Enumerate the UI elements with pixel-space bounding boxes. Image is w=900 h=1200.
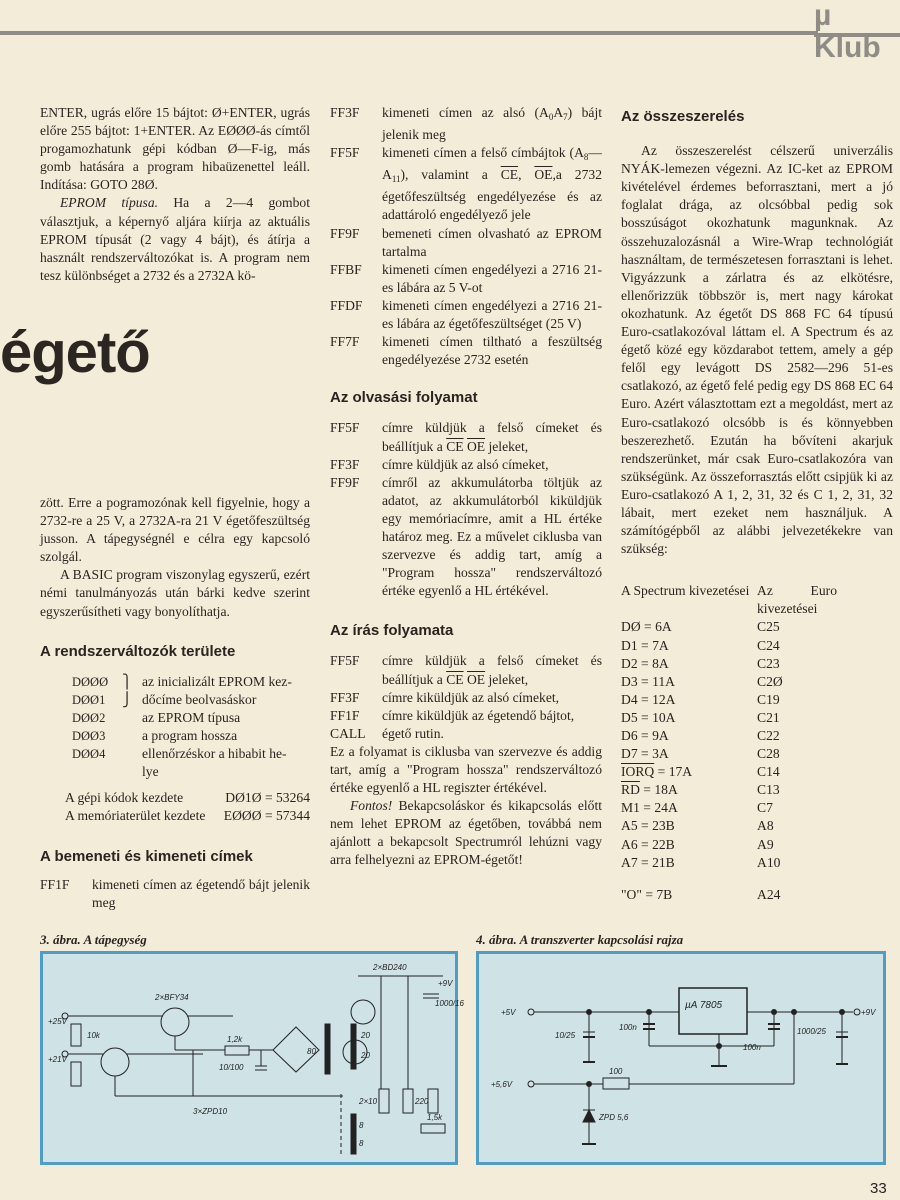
- pin-rows: [621, 618, 893, 871]
- list-item: [40, 876, 310, 912]
- term: FF5F: [330, 145, 360, 161]
- label: 2×BFY34: [155, 993, 189, 1002]
- euro-pin: C23: [757, 655, 780, 671]
- label: 1000/16: [435, 999, 464, 1008]
- term: CALL: [330, 725, 366, 741]
- description: az EPROM típusa: [142, 709, 241, 725]
- euro-pin: C24: [757, 637, 780, 653]
- euro-pin: A9: [757, 836, 774, 852]
- list-item: [330, 474, 602, 601]
- table-row: [621, 781, 893, 799]
- spectrum-pin: D7 = 3A: [621, 746, 669, 762]
- label: +5,6V: [491, 1080, 513, 1089]
- label: 100n: [743, 1043, 761, 1052]
- label: 100n: [619, 1023, 637, 1032]
- term: FF5F: [330, 420, 360, 436]
- definition: kimeneti címen tiltható a feszültség engedélyezése 2732 esetén: [382, 334, 602, 368]
- table-row: [621, 886, 893, 904]
- euro-pin: C25: [757, 619, 780, 635]
- label: µA 7805: [685, 1000, 723, 1011]
- spectrum-pin: D2 = 8A: [621, 655, 669, 671]
- io-list: [330, 104, 602, 369]
- spectrum-pin: D3 = 11A: [621, 673, 675, 689]
- list-item: [330, 225, 602, 261]
- definition: kimeneti címen engedélyezi a 2716 21-es lábára az 5 V-ot: [382, 261, 602, 295]
- table-row: [621, 691, 893, 709]
- euro-pin: C13: [757, 782, 780, 798]
- italic-lead: Fontos!: [350, 798, 393, 814]
- address: DØØ1: [72, 692, 106, 707]
- list-item: [330, 297, 602, 333]
- term: FF3F: [330, 689, 360, 705]
- label: 3×ZPD10: [193, 1107, 228, 1116]
- list-item: [40, 691, 310, 709]
- spectrum-pin: IORQ = 17A: [621, 764, 693, 780]
- table-row: [621, 655, 893, 673]
- term: FF3F: [330, 105, 360, 120]
- definition: kimeneti címen az égetendő bájt jelenik meg: [92, 876, 310, 910]
- value: EØØØ = 57344: [223, 808, 310, 824]
- list-item: [330, 689, 602, 707]
- definition: címre küldjük az alsó címeket,: [382, 456, 549, 472]
- paragraph-warning: [330, 797, 602, 869]
- table-row: [621, 817, 893, 835]
- table-row: [621, 763, 893, 781]
- paragraph: zött. Erre a pogramozónak kell figyelnie, hogy a 2732-re a 25 V, a 2732A-ra 21 V égetőfeszültség jusson. A tápegységnél e célra egy kapcsoló szolgál.: [40, 495, 310, 565]
- address-list: [40, 789, 310, 825]
- term: FF9F: [330, 474, 360, 490]
- table-row: [621, 854, 893, 872]
- table-row: [621, 637, 893, 655]
- euro-pin: A24: [757, 886, 781, 902]
- definition: címre küldjük a felső címeket és beállítjuk a $\overline{CE}$ $\overline{OE}$ jeleket,: [382, 653, 602, 687]
- euro-pin: A8: [757, 818, 774, 834]
- spectrum-pin: D1 = 7A: [621, 637, 669, 653]
- euro-pin: C22: [757, 728, 780, 743]
- table-header: [621, 582, 893, 618]
- column-header: A Spectrum kivezetései: [621, 583, 750, 599]
- heading-read: Az olvasási folyamat: [330, 389, 478, 407]
- page-number: 33: [870, 1180, 887, 1197]
- list-item: [40, 789, 310, 807]
- term: FFBF: [330, 261, 362, 277]
- label: +25V: [48, 1017, 67, 1026]
- figure-3-power-supply: [40, 951, 464, 1165]
- euro-pin: A10: [757, 854, 781, 870]
- definition: bemeneti címen olvasható az EPROM tartalma: [382, 225, 602, 259]
- list-item: [330, 725, 602, 743]
- write-list: [330, 652, 602, 742]
- label: ZPD 5,6: [599, 1113, 629, 1122]
- description: a program hossza: [142, 728, 238, 744]
- header-rule: [0, 31, 818, 35]
- list-item: [330, 261, 602, 297]
- paragraph-text: Ha a 2—4 gombot választjuk, a képernyő aljára kiírja az aktuális EPROM típusát (2 vagy 4 bájt), és átírja a használt rendszerváltozókat is. A program nem tesz különbséget a 2732 és a 2732A kö-: [40, 195, 310, 283]
- term: FF1F: [40, 876, 70, 892]
- label: A gépi kódok kezdete: [65, 790, 184, 806]
- label: A memóriaterület kezdete: [65, 808, 206, 824]
- paragraph-eprom-type: [40, 194, 310, 284]
- euro-pin: C28: [757, 746, 780, 762]
- term: FF9F: [330, 225, 360, 241]
- label: 20: [361, 1051, 370, 1060]
- figure-4-transverter: [476, 951, 886, 1165]
- definition: kimeneti címen engedélyezi a 2716 21-es lábára az égetőfeszültséget (25 V): [382, 297, 602, 332]
- heading-sysvars: A rendszerváltozók területe: [40, 642, 236, 660]
- italic-lead: EPROM típusa.: [60, 195, 159, 211]
- address: DØØ2: [72, 710, 106, 725]
- label: +21V: [48, 1055, 67, 1064]
- list-item: [330, 419, 602, 455]
- description: dőcíme beolvasáskor: [142, 691, 257, 707]
- label: 20: [361, 1031, 370, 1040]
- euro-pin: C2Ø: [757, 673, 783, 689]
- list-item: [40, 763, 310, 781]
- list-item: [40, 745, 310, 763]
- euro-pin: C7: [757, 800, 773, 816]
- label: 10/100: [219, 1063, 244, 1072]
- column-header: Az Euro kivezetései: [757, 583, 837, 617]
- list-item: [40, 807, 310, 825]
- term: FFDF: [330, 297, 363, 313]
- label: 80: [307, 1047, 316, 1056]
- table-row: [621, 709, 893, 727]
- article-title: égető: [0, 320, 150, 385]
- list-item: [40, 727, 310, 745]
- term: FF1F: [330, 707, 360, 723]
- address: [40, 763, 122, 781]
- table-row: [621, 836, 893, 854]
- list-item: [330, 104, 602, 144]
- io-list-start: [40, 876, 310, 912]
- address: DØØØ: [72, 674, 109, 689]
- table-row: [621, 673, 893, 691]
- list-item: [330, 456, 602, 474]
- table-row: [621, 745, 893, 763]
- label: 8: [359, 1121, 364, 1130]
- label: 10/25: [555, 1031, 576, 1040]
- label: +9V: [861, 1008, 876, 1017]
- definition: égető rutin.: [382, 725, 444, 741]
- list-item: [330, 707, 602, 725]
- spectrum-pin: A7 = 21B: [621, 854, 675, 870]
- table-row: [621, 618, 893, 636]
- list-item: [330, 144, 602, 224]
- euro-pin: C19: [757, 691, 780, 707]
- spectrum-pin: D4 = 12A: [621, 691, 676, 707]
- spectrum-pin: D6 = 9A: [621, 728, 669, 743]
- definition: címről az akkumulátorba töltjük az adatot, az akkumulátorból kiküldjük egy memóriacímre, amit a HL értéke határoz meg. Ez a művelet ciklusba van szervezve és addig tart, amíg a "Program hossza" rendszerváltozó értéke egyenlő a HL értékével.: [382, 474, 602, 599]
- term: FF7F: [330, 334, 360, 350]
- heading-assembly: Az összeszerelés: [621, 108, 745, 125]
- address: DØØ4: [72, 747, 106, 762]
- label: 100: [609, 1067, 623, 1076]
- spectrum-pin: $\overline{RD} = 18A$: [621, 782, 678, 798]
- list-item: [330, 333, 602, 369]
- label: 220: [415, 1097, 429, 1106]
- description: ellenőrzéskor a hibabit he-: [142, 746, 287, 762]
- definition: kimeneti címen az alsó $(A_0A_7)$ bájt jelenik meg: [382, 105, 602, 143]
- value: DØ1Ø = 53264: [225, 790, 310, 806]
- read-list: [330, 419, 602, 600]
- label: +9V: [438, 979, 453, 988]
- paragraph: Ez a folyamat is ciklusba van szervezve és addig tart, amíg a "Program hossza" rendszerváltozó értéke egyenlő a HL regiszter értékével.: [330, 743, 602, 796]
- column-2: [330, 104, 602, 870]
- spectrum-pin: A5 = 23B: [621, 818, 675, 834]
- figure-4-caption: 4. ábra. A transzverter kapcsolási rajza: [476, 932, 684, 947]
- label: 8: [359, 1139, 364, 1148]
- term: FF5F: [330, 653, 360, 669]
- label: +5V: [501, 1008, 516, 1017]
- description: az inicializált EPROM kez-: [142, 673, 292, 689]
- label: 2×10: [359, 1097, 378, 1106]
- label: 1,5k: [427, 1113, 443, 1122]
- definition: címre kiküldjük az alsó címeket,: [382, 689, 560, 705]
- address: DØØ3: [72, 729, 106, 744]
- label: 2×BD240: [373, 963, 407, 972]
- definition: címre kiküldjük az égetendő bájtot,: [382, 707, 575, 723]
- spectrum-pin: M1 = 24A: [621, 800, 678, 816]
- power-supply-schematic: [43, 954, 464, 1162]
- spectrum-pin: D5 = 10A: [621, 709, 676, 725]
- table-row: [621, 799, 893, 817]
- heading-io: A bemeneti és kimeneti címek: [40, 847, 253, 865]
- definition: kimeneti címen a felső címbájtok $(A_8—A_{11})$, valamint a $\overline{CE}$, $\overline{OE},a$ 2732 égetőfeszültség engedélyezése és az adattároló engedélyező jele: [382, 145, 602, 223]
- spectrum-pin: A6 = 22B: [621, 836, 675, 852]
- column-1-top: [40, 104, 310, 285]
- euro-pin: C14: [757, 764, 780, 780]
- paragraph-text: Bekapcsoláskor és kikapcsolás előtt nem lehet EPROM az égetőben, továbbá nem ajánlott a bekapcsolt Spectrumról lehúzni vagy arra felhelyezni az EPROM-égetőt!: [330, 798, 602, 868]
- column-3: [621, 108, 893, 904]
- label: 10k: [87, 1031, 100, 1040]
- sysvars-list: [40, 673, 310, 782]
- paragraph: A BASIC program viszonylag egyszerű, ezért némi tanulmányozás után bárki kedve szerint egyszerűsítheti vagy bonyolíthatja.: [40, 567, 310, 619]
- spectrum-pin: "O" = 7B: [621, 886, 673, 902]
- heading-write: Az írás folyamata: [330, 622, 454, 640]
- transverter-schematic: [479, 954, 883, 1162]
- label: 1,2k: [227, 1035, 243, 1044]
- paragraph: ENTER, ugrás előre 15 bájtot: Ø+ENTER, ugrás előre 255 bájtot: 1+ENTER. Az EØØØ-ás címtől progamozhatunk gépi kódban Ø—F-ig, más gomb hatására a program hibaüzenettel leáll. Indítása: GOTO 28Ø.: [40, 105, 310, 193]
- figure-3-caption: 3. ábra. A tápegység: [40, 932, 147, 947]
- list-item: [40, 709, 310, 727]
- brace: ⎭: [122, 691, 133, 707]
- paragraph: Az összeszerelést célszerű univerzális NYÁK-lemezen végezni. Az IC-ket az EPROM kivételével érdemes beforrasztani, mert a jó foglalat drága, az olcsóbbal pedig sok bosszúságot okozhatunk magunknak. Az összehuzalozásnál a Wire-Wrap technológiát használtam, de természetesen forrasztani is lehet. Vigyázzunk a zárlatra és az elkötésre, ellenőrizzük többször is, mert nagy károkat okozhatunk. Az égetőt DS 868 FC 64 típusú Euro-csatlakozóval láttam el. A Spectrum és az égető közé egy közdarabot tettem, amely a gép felől egy levágott DS 2582—296 51-es csatlakozó, az égető felé pedig egy DS 868 EC 64 Euro. Azért választottam ezt a megoldást, mert az Euro-csatlakozó olcsóbb is és könnyebben beszerezhető. Ezután ha bővíteni akarjuk rendszerünket, már csak Euro-csatlakozóra van szükségünk. Az összeforrasztás előtt csipjük ki az Euro-csatlakozó A 1, 2, 31, 32 és C 1, 2, 31, 32 lábait, mert ezeket nem használjuk. A számítógépből az alábbi jelvezetékekre van szükség:: [621, 143, 893, 557]
- column-1-lower: [40, 494, 310, 912]
- list-item: [330, 652, 602, 688]
- description: lye: [142, 764, 159, 780]
- label: 1000/25: [797, 1027, 826, 1036]
- euro-pin: C21: [757, 709, 780, 725]
- table-row: [621, 727, 893, 745]
- brace: ⎫: [122, 673, 133, 689]
- spectrum-pin: DØ = 6A: [621, 619, 672, 635]
- pin-table: [621, 582, 893, 904]
- list-item: [40, 673, 310, 691]
- term: FF3F: [330, 456, 360, 472]
- definition: címre küldjük a felső címeket és beállítjuk a $\overline{CE}$ $\overline{OE}$ jeleket,: [382, 420, 602, 454]
- brand-logo: µ Klub: [814, 0, 900, 37]
